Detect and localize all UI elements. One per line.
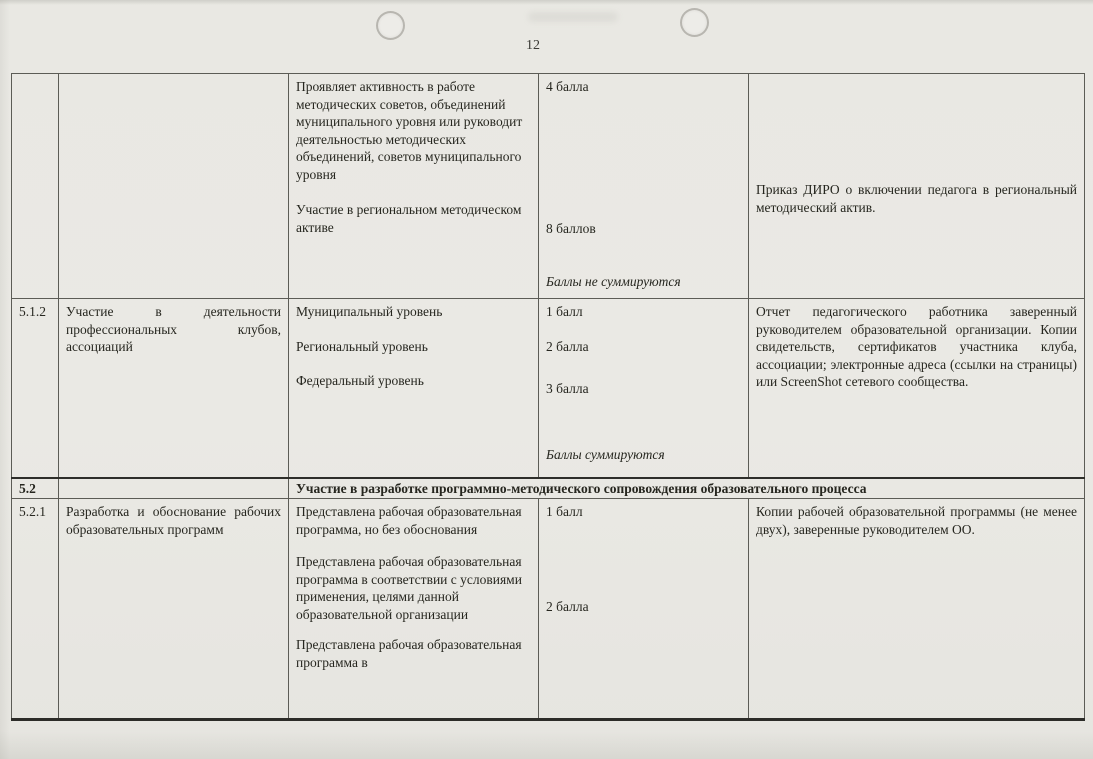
row-number: 5.2.1 xyxy=(19,504,46,519)
criteria-table xyxy=(11,73,1085,721)
cell-points xyxy=(539,499,749,720)
row-number: 5.1.2 xyxy=(19,304,46,319)
indicator-paragraph: Федеральный уровень xyxy=(296,373,424,388)
documents-text: Приказ ДИРО о включении педагога в региональный методический актив. xyxy=(756,182,1077,215)
indicator-paragraph: Проявляет активность в работе методических советов, объединений муниципального уровня или руководит деятельностью методических объединений, советов муниципального уровня xyxy=(296,79,523,182)
cell-number xyxy=(12,499,59,720)
cell-points xyxy=(539,299,749,479)
table-row-5-1-2 xyxy=(12,299,1085,479)
points-note: Баллы не суммируются xyxy=(546,274,681,289)
cell-documents xyxy=(749,499,1085,720)
criterion-text: Разработка и обоснование рабочих образовательных программ xyxy=(66,504,281,537)
points-value: 8 баллов xyxy=(546,220,596,236)
indicator-paragraph: Представлена рабочая образовательная программа в соответствии с условиями применения, целями данной образовательной организации xyxy=(296,554,522,622)
points-value: 1 балл xyxy=(546,504,583,519)
points-value: 4 балла xyxy=(546,79,589,94)
cell-number xyxy=(12,478,59,499)
points-value: 2 балла xyxy=(546,598,589,614)
indicator-paragraph: Муниципальный уровень xyxy=(296,304,443,319)
cell-indicators xyxy=(289,299,539,479)
section-number: 5.2 xyxy=(19,481,36,496)
page-number: 12 xyxy=(526,38,540,53)
cell-documents xyxy=(749,74,1085,299)
cell-indicators xyxy=(289,74,539,299)
cell-number-empty xyxy=(12,74,59,299)
punch-hole-left xyxy=(376,11,405,40)
cell-number xyxy=(12,299,59,479)
cell-points xyxy=(539,74,749,299)
indicator-paragraph: Участие в региональном методическом активе xyxy=(296,202,522,235)
points-value: 2 балла xyxy=(546,338,589,354)
criterion-text: Участие в деятельности профессиональных клубов, ассоциаций xyxy=(66,304,281,354)
cell-criterion xyxy=(59,499,289,720)
table-row-5-1-1-continued xyxy=(12,74,1085,299)
points-note: Баллы суммируются xyxy=(546,446,665,462)
punch-hole-right xyxy=(680,8,709,37)
points-value: 3 балла xyxy=(546,381,589,396)
indicator-paragraph: Региональный уровень xyxy=(296,338,428,354)
documents-text: Отчет педагогического работника заверенный руководителем образовательной организации. Копии свидетельств, сертификатов участника клуба, ассоциации; электронные адреса (ссылки на страницы) или ScreenShot сетевого сообщества. xyxy=(756,304,1077,389)
cell-criterion xyxy=(59,299,289,479)
indicator-paragraph: Представлена рабочая образовательная программа в xyxy=(296,637,522,670)
section-title: Участие в разработке программно-методического сопровождения образовательного процесса xyxy=(296,481,867,496)
section-row-5-2 xyxy=(12,478,1085,499)
cell-section-title xyxy=(289,478,1085,499)
table-row-5-2-1 xyxy=(12,499,1085,720)
cell-criterion-empty xyxy=(59,478,289,499)
indicator-paragraph: Представлена рабочая образовательная программа, но без обоснования xyxy=(296,504,522,537)
points-value: 1 балл xyxy=(546,304,583,319)
cell-criterion-empty xyxy=(59,74,289,299)
cell-indicators xyxy=(289,499,539,720)
cell-documents xyxy=(749,299,1085,479)
documents-text: Копии рабочей образовательной программы (не менее двух), заверенные руководителем ОО. xyxy=(756,504,1077,537)
scan-smudge xyxy=(528,12,618,22)
